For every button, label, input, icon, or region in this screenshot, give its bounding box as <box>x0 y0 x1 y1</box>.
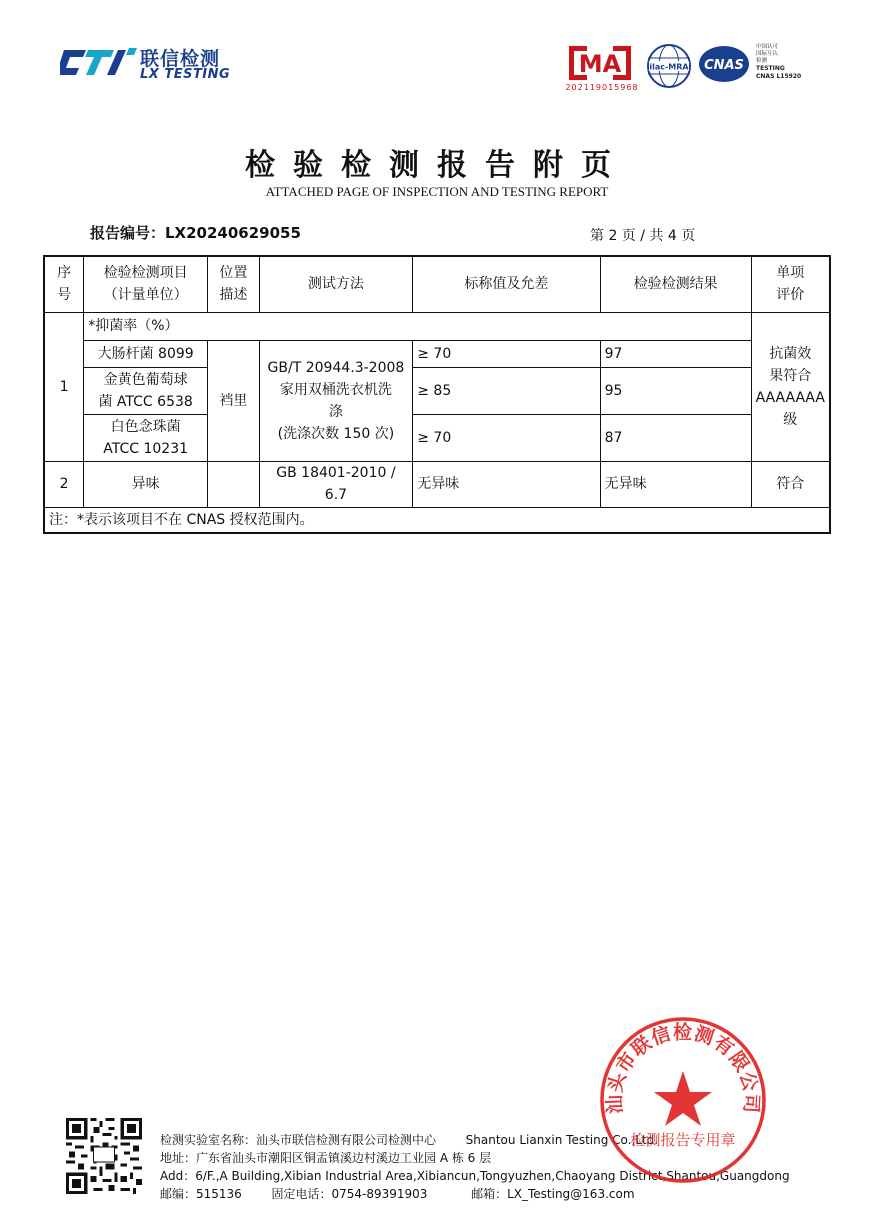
footer-phone: 固定电话：0754-89391903 <box>271 1187 428 1201</box>
header-seq: 序 号 <box>44 256 84 312</box>
qr-code-icon <box>66 1118 142 1194</box>
footer-address-cn: 地址：广东省汕头市潮阳区铜盂镇溪边村溪边工业园 A 栋 6 层 <box>160 1151 492 1165</box>
table-row <box>44 312 830 340</box>
row2-item: 异味 <box>84 461 208 507</box>
ilac-label: ilac-MRA <box>649 62 689 72</box>
row2-nominal: 无异味 <box>413 461 600 507</box>
header-position: 位置 描述 <box>208 256 260 312</box>
footer-contact-line <box>160 1185 635 1202</box>
page-indicator: 第 2 页 / 共 4 页 <box>590 228 696 244</box>
row1-sub3-result: 87 <box>600 414 751 461</box>
footer-lab-line <box>160 1131 658 1148</box>
footer-email: 邮箱：LX_Testing@163.com <box>471 1187 635 1201</box>
row2-result: 无异味 <box>600 461 751 507</box>
cma-mark-icon <box>565 42 635 84</box>
row1-evaluation: 抗菌效 果符合 AAAAAAA 级 <box>751 312 830 461</box>
row1-sub2-result: 95 <box>600 367 751 414</box>
seal-text: 汕头市联信检测有限公司 <box>603 1021 763 1115</box>
row1-sub3-nominal: ≥ 70 <box>413 414 600 461</box>
report-number: 报告编号：LX20240629055 <box>90 224 301 242</box>
company-seal-icon <box>598 1015 768 1185</box>
table-note: 注：*表示该项目不在 CNAS 授权范围内。 <box>44 507 830 533</box>
logo-en-text: LX TESTING <box>140 67 231 82</box>
cnas-label: CNAS <box>704 58 744 73</box>
header-result: 检验检测结果 <box>600 256 751 312</box>
footer-postcode: 邮编：515136 <box>160 1187 242 1201</box>
results-table <box>43 255 831 534</box>
table-row <box>44 414 830 461</box>
table-row <box>44 340 830 367</box>
header-nominal: 标称值及允差 <box>413 256 600 312</box>
row1-sub1-item: 大肠杆菌 8099 <box>84 340 208 367</box>
cnas-side-text: 中国认可 国际互认 检测 TESTING CNAS L15920 <box>756 44 802 80</box>
row1-sub2-item: 金黄色葡萄球 菌 ATCC 6538 <box>84 367 208 414</box>
table-row <box>44 461 830 507</box>
footer-address-en: Add：6/F.,A Building,Xibian Industrial Area,Xibiancun,Tongyuzhen,Chaoyang District,Shantou,Guangdong <box>160 1169 790 1183</box>
table-row <box>44 367 830 414</box>
footer-lab-name-en: Shantou Lianxin Testing Co.,Ltd. <box>465 1133 659 1147</box>
header-item: 检验检测项目 （计量单位） <box>84 256 208 312</box>
row1-seq: 1 <box>44 312 84 461</box>
header-evaluation: 单项 评价 <box>751 256 830 312</box>
lx-logo-icon <box>60 44 140 82</box>
table-note-row <box>44 507 830 533</box>
seal-bottom-text: 检测报告专用章 <box>630 1131 736 1149</box>
row1-sub1-nominal: ≥ 70 <box>413 340 600 367</box>
row2-evaluation: 符合 <box>751 461 830 507</box>
page-subtitle: ATTACHED PAGE OF INSPECTION AND TESTING REPORT <box>265 184 609 199</box>
page-title: 检验检测报告附页 <box>245 148 629 183</box>
row1-group-label: *抑菌率（%） <box>84 312 751 340</box>
row2-position <box>208 461 260 507</box>
header-method: 测试方法 <box>259 256 413 312</box>
table-header-row <box>44 256 830 312</box>
row1-sub1-result: 97 <box>600 340 751 367</box>
row2-seq: 2 <box>44 461 84 507</box>
ma-number: 202119015968 <box>565 83 639 92</box>
row1-sub2-nominal: ≥ 85 <box>413 367 600 414</box>
row1-sub3-item: 白色念珠菌 ATCC 10231 <box>84 414 208 461</box>
svg-text:MA: MA <box>578 50 622 78</box>
row1-method: GB/T 20944.3-2008 家用双桶洗衣机洗 涤 (洗涤次数 150 次) <box>259 340 413 461</box>
cnas-icon <box>698 44 750 84</box>
footer-lab-name: 检测实验室名称：汕头市联信检测有限公司检测中心 <box>160 1133 437 1147</box>
row2-method: GB 18401-2010 / 6.7 <box>259 461 413 507</box>
logo-cn-text: 联信检测 <box>140 48 221 70</box>
ilac-mra-icon <box>646 43 692 89</box>
row1-position: 裆里 <box>208 340 260 461</box>
